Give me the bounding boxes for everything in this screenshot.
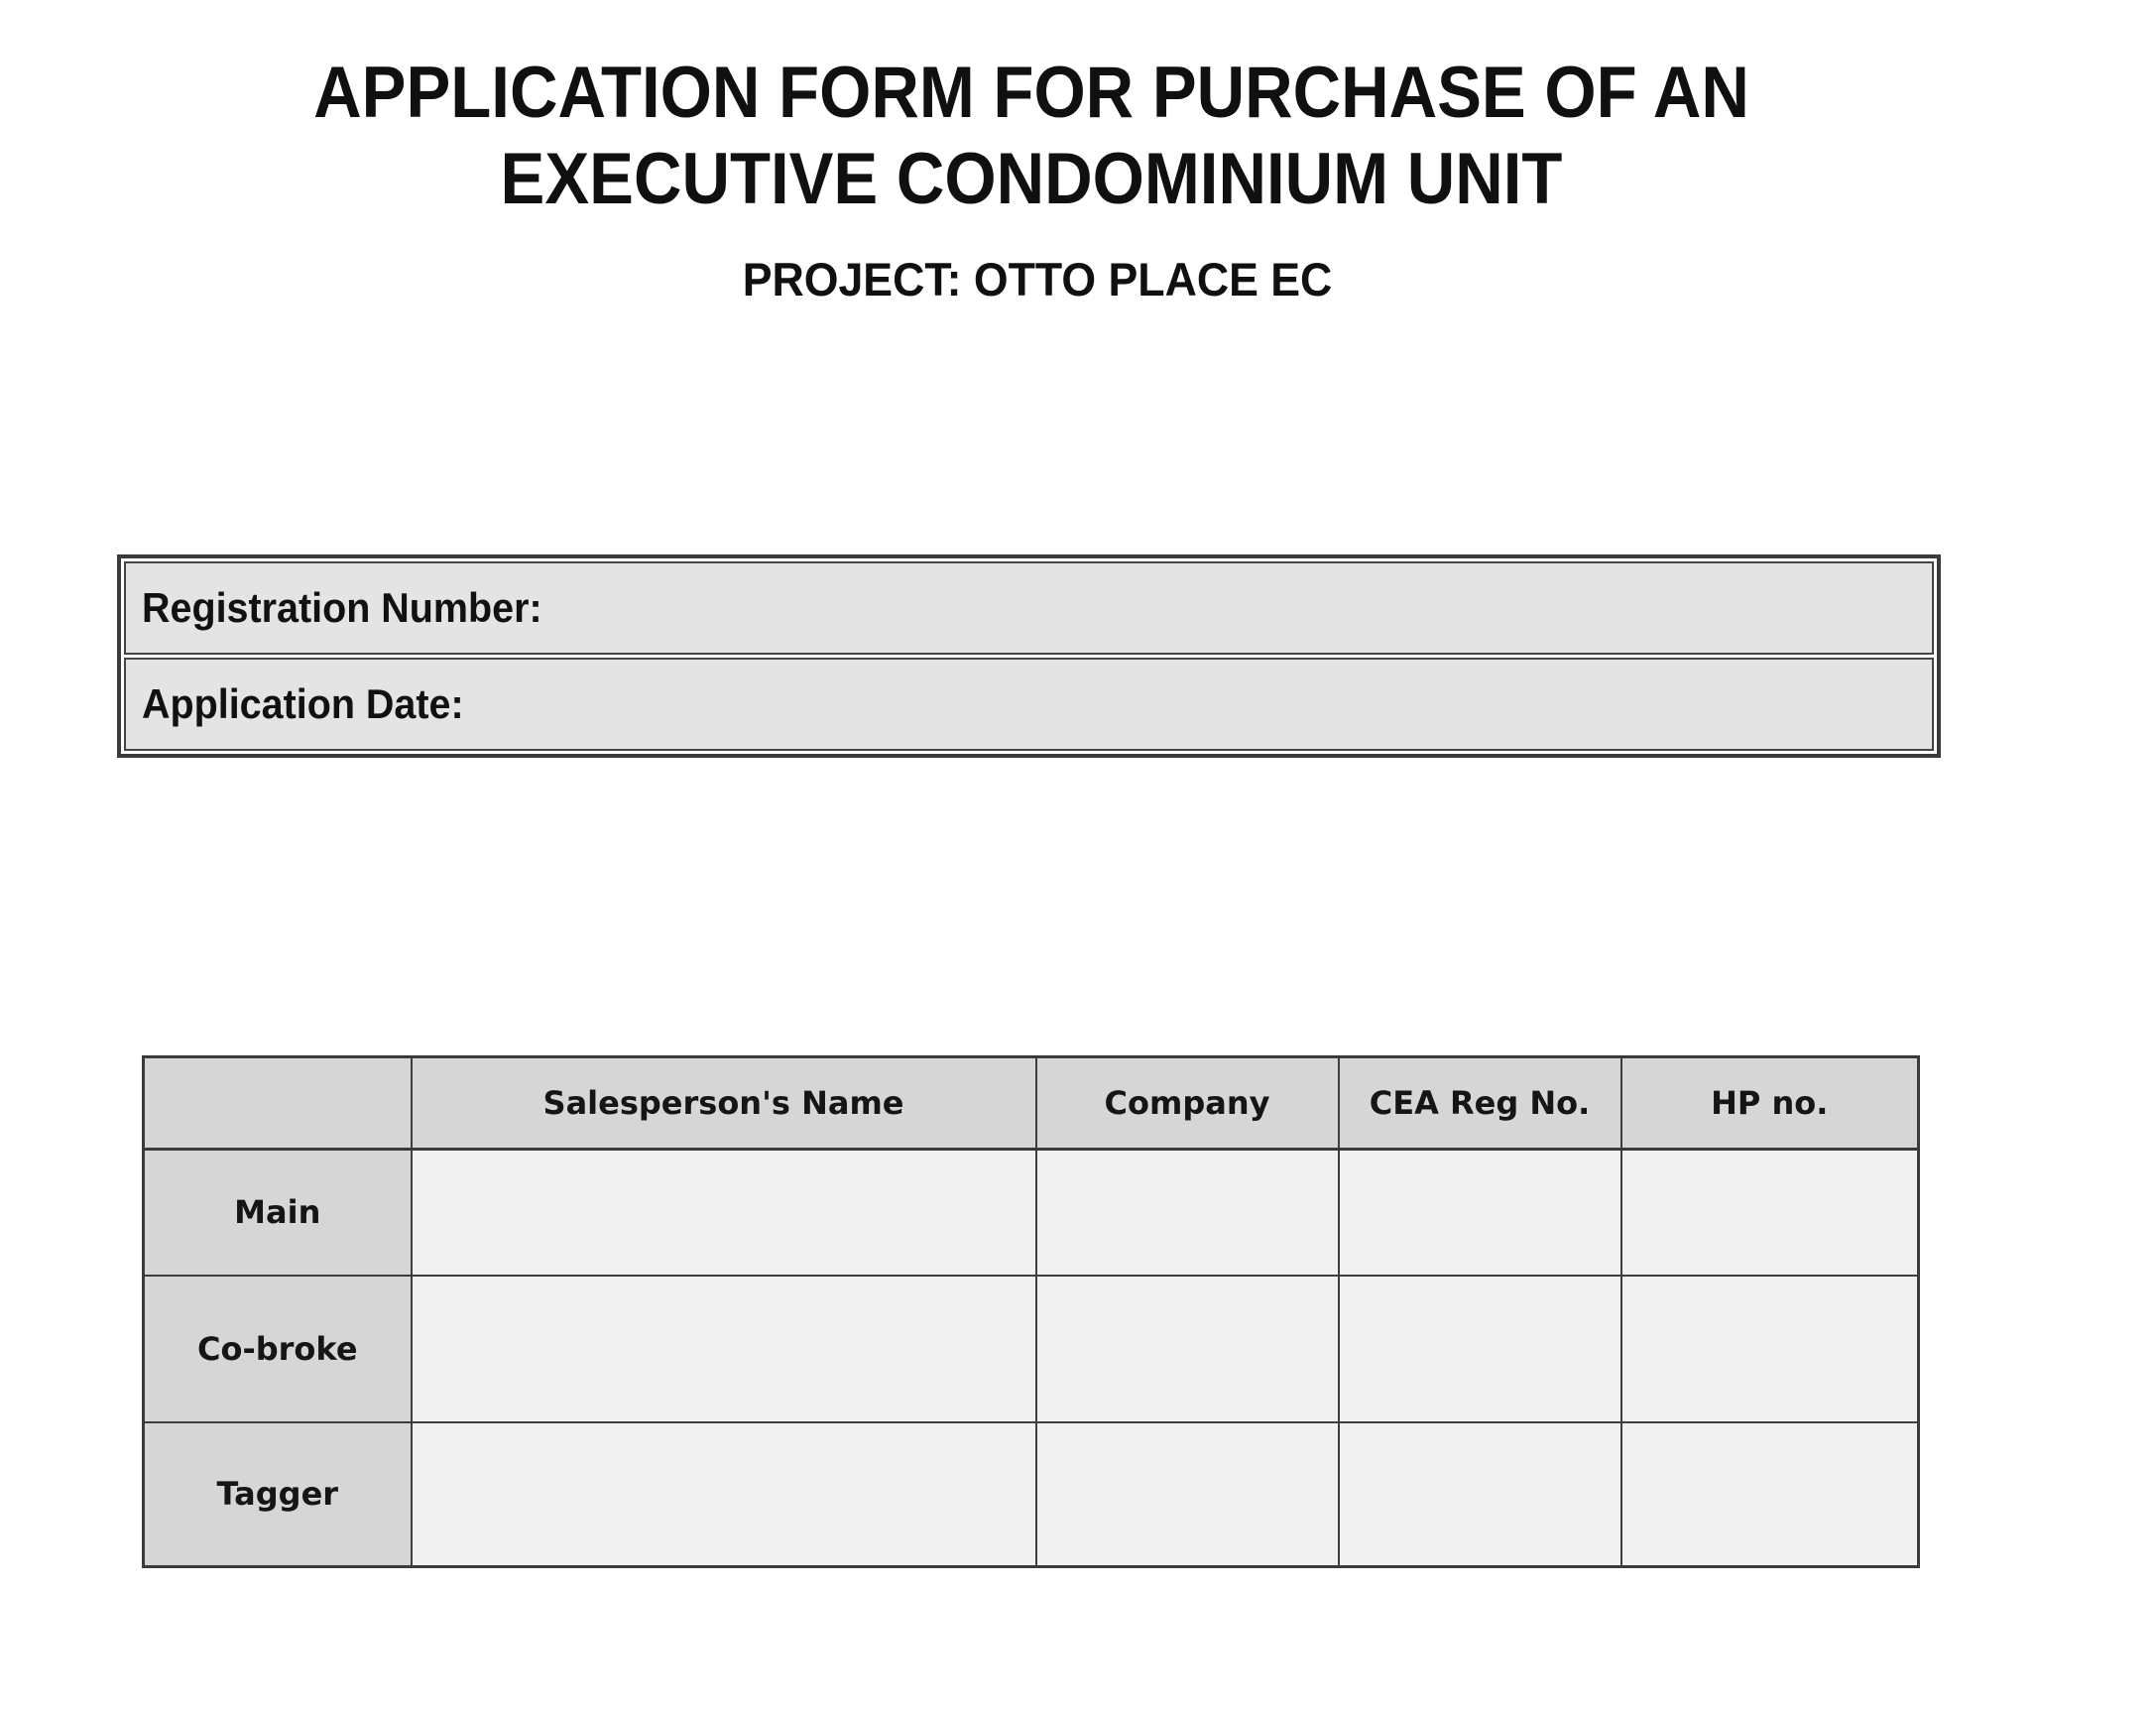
table-row-co-broke xyxy=(144,1276,1919,1422)
header-cell-salesperson-name: Salesperson's Name xyxy=(412,1057,1036,1150)
registration-number-row xyxy=(124,561,1934,655)
form-title-line-2: EXECUTIVE CONDOMINIUM UNIT xyxy=(500,139,1563,219)
main-salesperson-name-cell[interactable] xyxy=(412,1150,1036,1276)
table-row-tagger xyxy=(144,1422,1919,1567)
registration-box xyxy=(117,554,1941,758)
row-label-tagger: Tagger xyxy=(144,1422,412,1567)
header-cell-blank xyxy=(144,1057,412,1150)
application-date-label: Application Date: xyxy=(142,680,464,727)
co-broke-salesperson-name-cell[interactable] xyxy=(412,1276,1036,1422)
tagger-salesperson-name-cell[interactable] xyxy=(412,1422,1036,1567)
registration-number-value-field[interactable] xyxy=(567,563,1932,653)
salesperson-table-header-row xyxy=(144,1057,1919,1150)
co-broke-cea-reg-no-cell[interactable] xyxy=(1339,1276,1621,1422)
project-title: PROJECT: OTTO PLACE EC xyxy=(742,253,1333,306)
header-cell-company: Company xyxy=(1036,1057,1339,1150)
form-title xyxy=(82,50,1980,222)
header-cell-hp-no: HP no. xyxy=(1621,1057,1919,1150)
application-date-row xyxy=(124,658,1934,751)
application-date-value-field[interactable] xyxy=(484,660,1932,749)
tagger-company-cell[interactable] xyxy=(1036,1422,1339,1567)
tagger-hp-no-cell[interactable] xyxy=(1621,1422,1919,1567)
table-row-main xyxy=(144,1150,1919,1276)
main-company-cell[interactable] xyxy=(1036,1150,1339,1276)
registration-number-label: Registration Number: xyxy=(142,584,542,631)
main-cea-reg-no-cell[interactable] xyxy=(1339,1150,1621,1276)
co-broke-hp-no-cell[interactable] xyxy=(1621,1276,1919,1422)
row-label-co-broke: Co-broke xyxy=(144,1276,412,1422)
main-hp-no-cell[interactable] xyxy=(1621,1150,1919,1276)
co-broke-company-cell[interactable] xyxy=(1036,1276,1339,1422)
salesperson-table xyxy=(142,1055,1920,1568)
tagger-cea-reg-no-cell[interactable] xyxy=(1339,1422,1621,1567)
row-label-main: Main xyxy=(144,1150,412,1276)
form-title-line-1: APPLICATION FORM FOR PURCHASE OF AN xyxy=(313,53,1749,133)
header-cell-cea-reg-no: CEA Reg No. xyxy=(1339,1057,1621,1150)
